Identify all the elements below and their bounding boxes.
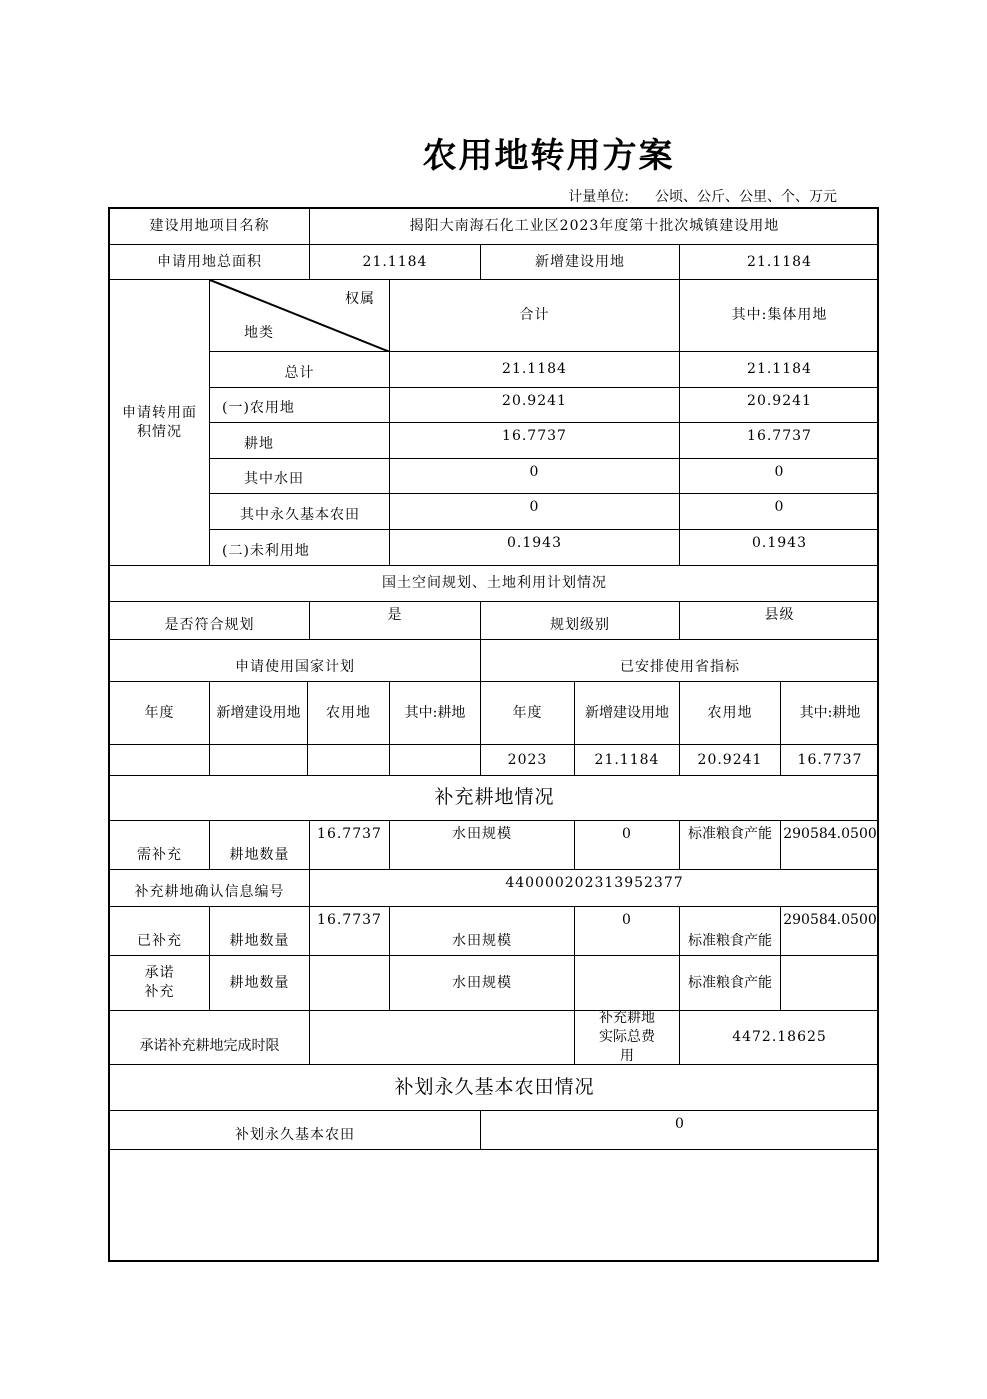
done-grain-value: 290584.0500 [781,907,879,956]
conv-row-label: 耕地 [210,423,390,459]
done-quantity-label: 耕地数量 [210,907,310,956]
conv-row-collective: 0.1943 [680,530,879,566]
done-paddy-label: 水田规模 [390,907,575,956]
plan-value [110,745,210,776]
plan-value [210,745,308,776]
plan-header: 新增建设用地 [210,682,308,745]
done-grain-label: 标准粮食产能 [680,907,781,956]
project-name-label: 建设用地项目名称 [110,209,310,245]
required-quantity-label: 耕地数量 [210,821,310,870]
unit-value: 公顷、公斤、公里、个、万元 [655,189,837,205]
conv-row-collective: 0 [680,494,879,530]
project-name: 揭阳大南海石化工业区2023年度第十批次城镇建设用地 [310,209,879,245]
plan-value: 20.9241 [680,745,781,776]
plan-value: 16.7737 [781,745,879,776]
confirm-no-value: 440000202313952377 [310,870,879,907]
col-total-header: 合计 [390,280,680,352]
plan-value [308,745,390,776]
conv-row-total: 16.7737 [390,423,680,459]
planning-section-title: 国土空间规划、土地利用计划情况 [110,566,879,602]
cost-value: 4472.18625 [680,1011,879,1065]
confirm-no-label: 补充耕地确认信息编号 [110,870,310,907]
conv-row-label: 总计 [210,352,390,388]
level-label: 规划级别 [481,602,680,640]
conv-row-total: 0.1943 [390,530,680,566]
plan-value: 2023 [481,745,575,776]
conv-row-label: 其中水田 [210,459,390,494]
conv-row-collective: 21.1184 [680,352,879,388]
promised-grain-label: 标准粮食产能 [680,956,781,1011]
conv-row-total: 0 [390,459,680,494]
plan-header: 农用地 [308,682,390,745]
unit-label: 计量单位: [568,189,629,205]
cost-label: 补充耕地实际总费用 [575,1011,680,1065]
total-area-value: 21.1184 [310,245,481,280]
conv-row-total: 20.9241 [390,388,680,423]
promised-paddy-value [575,956,680,1011]
deadline-label: 承诺补充耕地完成时限 [110,1011,310,1065]
done-label: 已补充 [110,907,210,956]
header-ownership: 权属 [345,291,375,307]
new-construction-value: 21.1184 [680,245,879,280]
conform-label: 是否符合规划 [110,602,310,640]
plan-value [390,745,481,776]
diagonal-header-cell [210,280,390,352]
promised-grain-value [781,956,879,1011]
page-title: 农用地转用方案 [422,136,675,176]
done-paddy-value: 0 [575,907,680,956]
required-paddy-value: 0 [575,821,680,870]
required-grain-label: 标准粮食产能 [680,821,781,870]
blank-area [110,1150,879,1260]
unit-line [568,186,837,206]
land-conversion-form [108,207,879,1262]
plan-header: 其中:耕地 [390,682,481,745]
conform-value: 是 [310,602,481,640]
required-label: 需补充 [110,821,210,870]
total-area-label: 申请用地总面积 [110,245,310,280]
conversion-section-label: 申请转用面积情况 [110,280,210,566]
plan-header: 年度 [481,682,575,745]
required-quantity-value: 16.7737 [310,821,390,870]
promised-label: 承诺补充 [110,956,210,1011]
farmland-value: 0 [481,1111,879,1150]
header-land-type: 地类 [244,325,274,342]
deadline-value [310,1011,575,1065]
required-grain-value: 290584.0500 [781,821,879,870]
done-quantity-value: 16.7737 [310,907,390,956]
conv-row-label: (一)农用地 [210,388,390,423]
promised-paddy-label: 水田规模 [390,956,575,1011]
conv-row-collective: 0 [680,459,879,494]
conv-row-collective: 16.7737 [680,423,879,459]
provincial-label: 已安排使用省指标 [481,640,879,682]
required-paddy-label: 水田规模 [390,821,575,870]
conv-row-total: 21.1184 [390,352,680,388]
level-value: 县级 [680,602,879,640]
plan-header: 其中:耕地 [781,682,879,745]
plan-header: 新增建设用地 [575,682,680,745]
conv-row-label: (二)未利用地 [210,530,390,566]
conv-row-collective: 20.9241 [680,388,879,423]
conv-row-total: 0 [390,494,680,530]
plan-header: 年度 [110,682,210,745]
promised-quantity-value [310,956,390,1011]
new-construction-label: 新增建设用地 [481,245,680,280]
farmland-section-title: 补划永久基本农田情况 [110,1065,879,1111]
farmland-label: 补划永久基本农田 [110,1111,481,1150]
col-collective-header: 其中:集体用地 [680,280,879,352]
supplement-section-title: 补充耕地情况 [110,776,879,821]
national-plan-label: 申请使用国家计划 [110,640,481,682]
plan-header: 农用地 [680,682,781,745]
promised-quantity-label: 耕地数量 [210,956,310,1011]
conv-row-label: 其中永久基本农田 [210,494,390,530]
plan-value: 21.1184 [575,745,680,776]
